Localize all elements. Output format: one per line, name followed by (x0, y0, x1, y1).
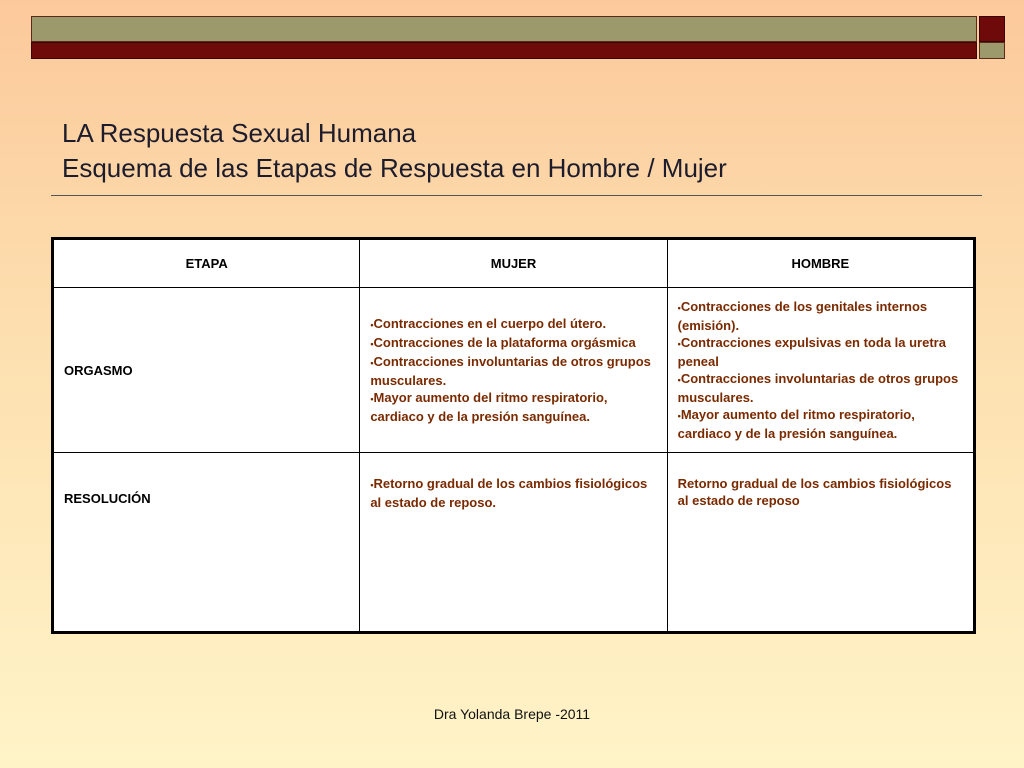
maroon-bar (31, 42, 977, 59)
title-line-1: LA Respuesta Sexual Humana (62, 118, 417, 148)
orgasmo-mujer-cell (360, 288, 667, 453)
stage-orgasmo: ORGASMO (53, 288, 360, 453)
slide-title (62, 116, 962, 186)
maroon-square (979, 16, 1005, 42)
list-item: •Contracciones expulsivas en toda la uretra peneal (677, 335, 946, 369)
title-divider (51, 195, 982, 196)
list-item: •Contracciones de los genitales internos (emisión). (677, 299, 928, 333)
olive-square (979, 42, 1005, 59)
orgasmo-hombre-cell (667, 288, 974, 453)
table-header-row (53, 239, 975, 288)
decorative-header-bar (31, 16, 1005, 59)
list-item: •Contracciones en el cuerpo del útero. (370, 316, 607, 331)
title-line-2: Esquema de las Etapas de Respuesta en Hombre / Mujer (62, 153, 727, 183)
header-mujer: MUJER (360, 239, 667, 288)
list-item: •Mayor aumento del ritmo respiratorio, cardiaco y de la presión sanguínea. (677, 407, 915, 441)
list-item: •Retorno gradual de los cambios fisiológicos al estado de reposo. (370, 476, 648, 510)
header-etapa: ETAPA (53, 239, 360, 288)
table-row-orgasmo (53, 288, 975, 453)
list-item: •Contracciones involuntarias de otros grupos musculares. (370, 354, 651, 388)
resolucion-mujer-cell (360, 453, 667, 633)
stages-table (51, 237, 976, 634)
footer-credit: Dra Yolanda Brepe -2011 (433, 706, 591, 722)
stage-resolucion: RESOLUCIÓN (53, 453, 360, 633)
olive-bar (31, 16, 977, 42)
table-row-resolucion (53, 453, 975, 633)
list-item: •Contracciones involuntarias de otros grupos musculares. (677, 371, 959, 405)
header-hombre: HOMBRE (667, 239, 974, 288)
list-item: •Mayor aumento del ritmo respiratorio, cardiaco y de la presión sanguínea. (370, 390, 608, 424)
resolucion-hombre-cell: Retorno gradual de los cambios fisiológicos al estado de reposo (667, 453, 974, 633)
list-item: •Contracciones de la plataforma orgásmica (370, 335, 636, 350)
